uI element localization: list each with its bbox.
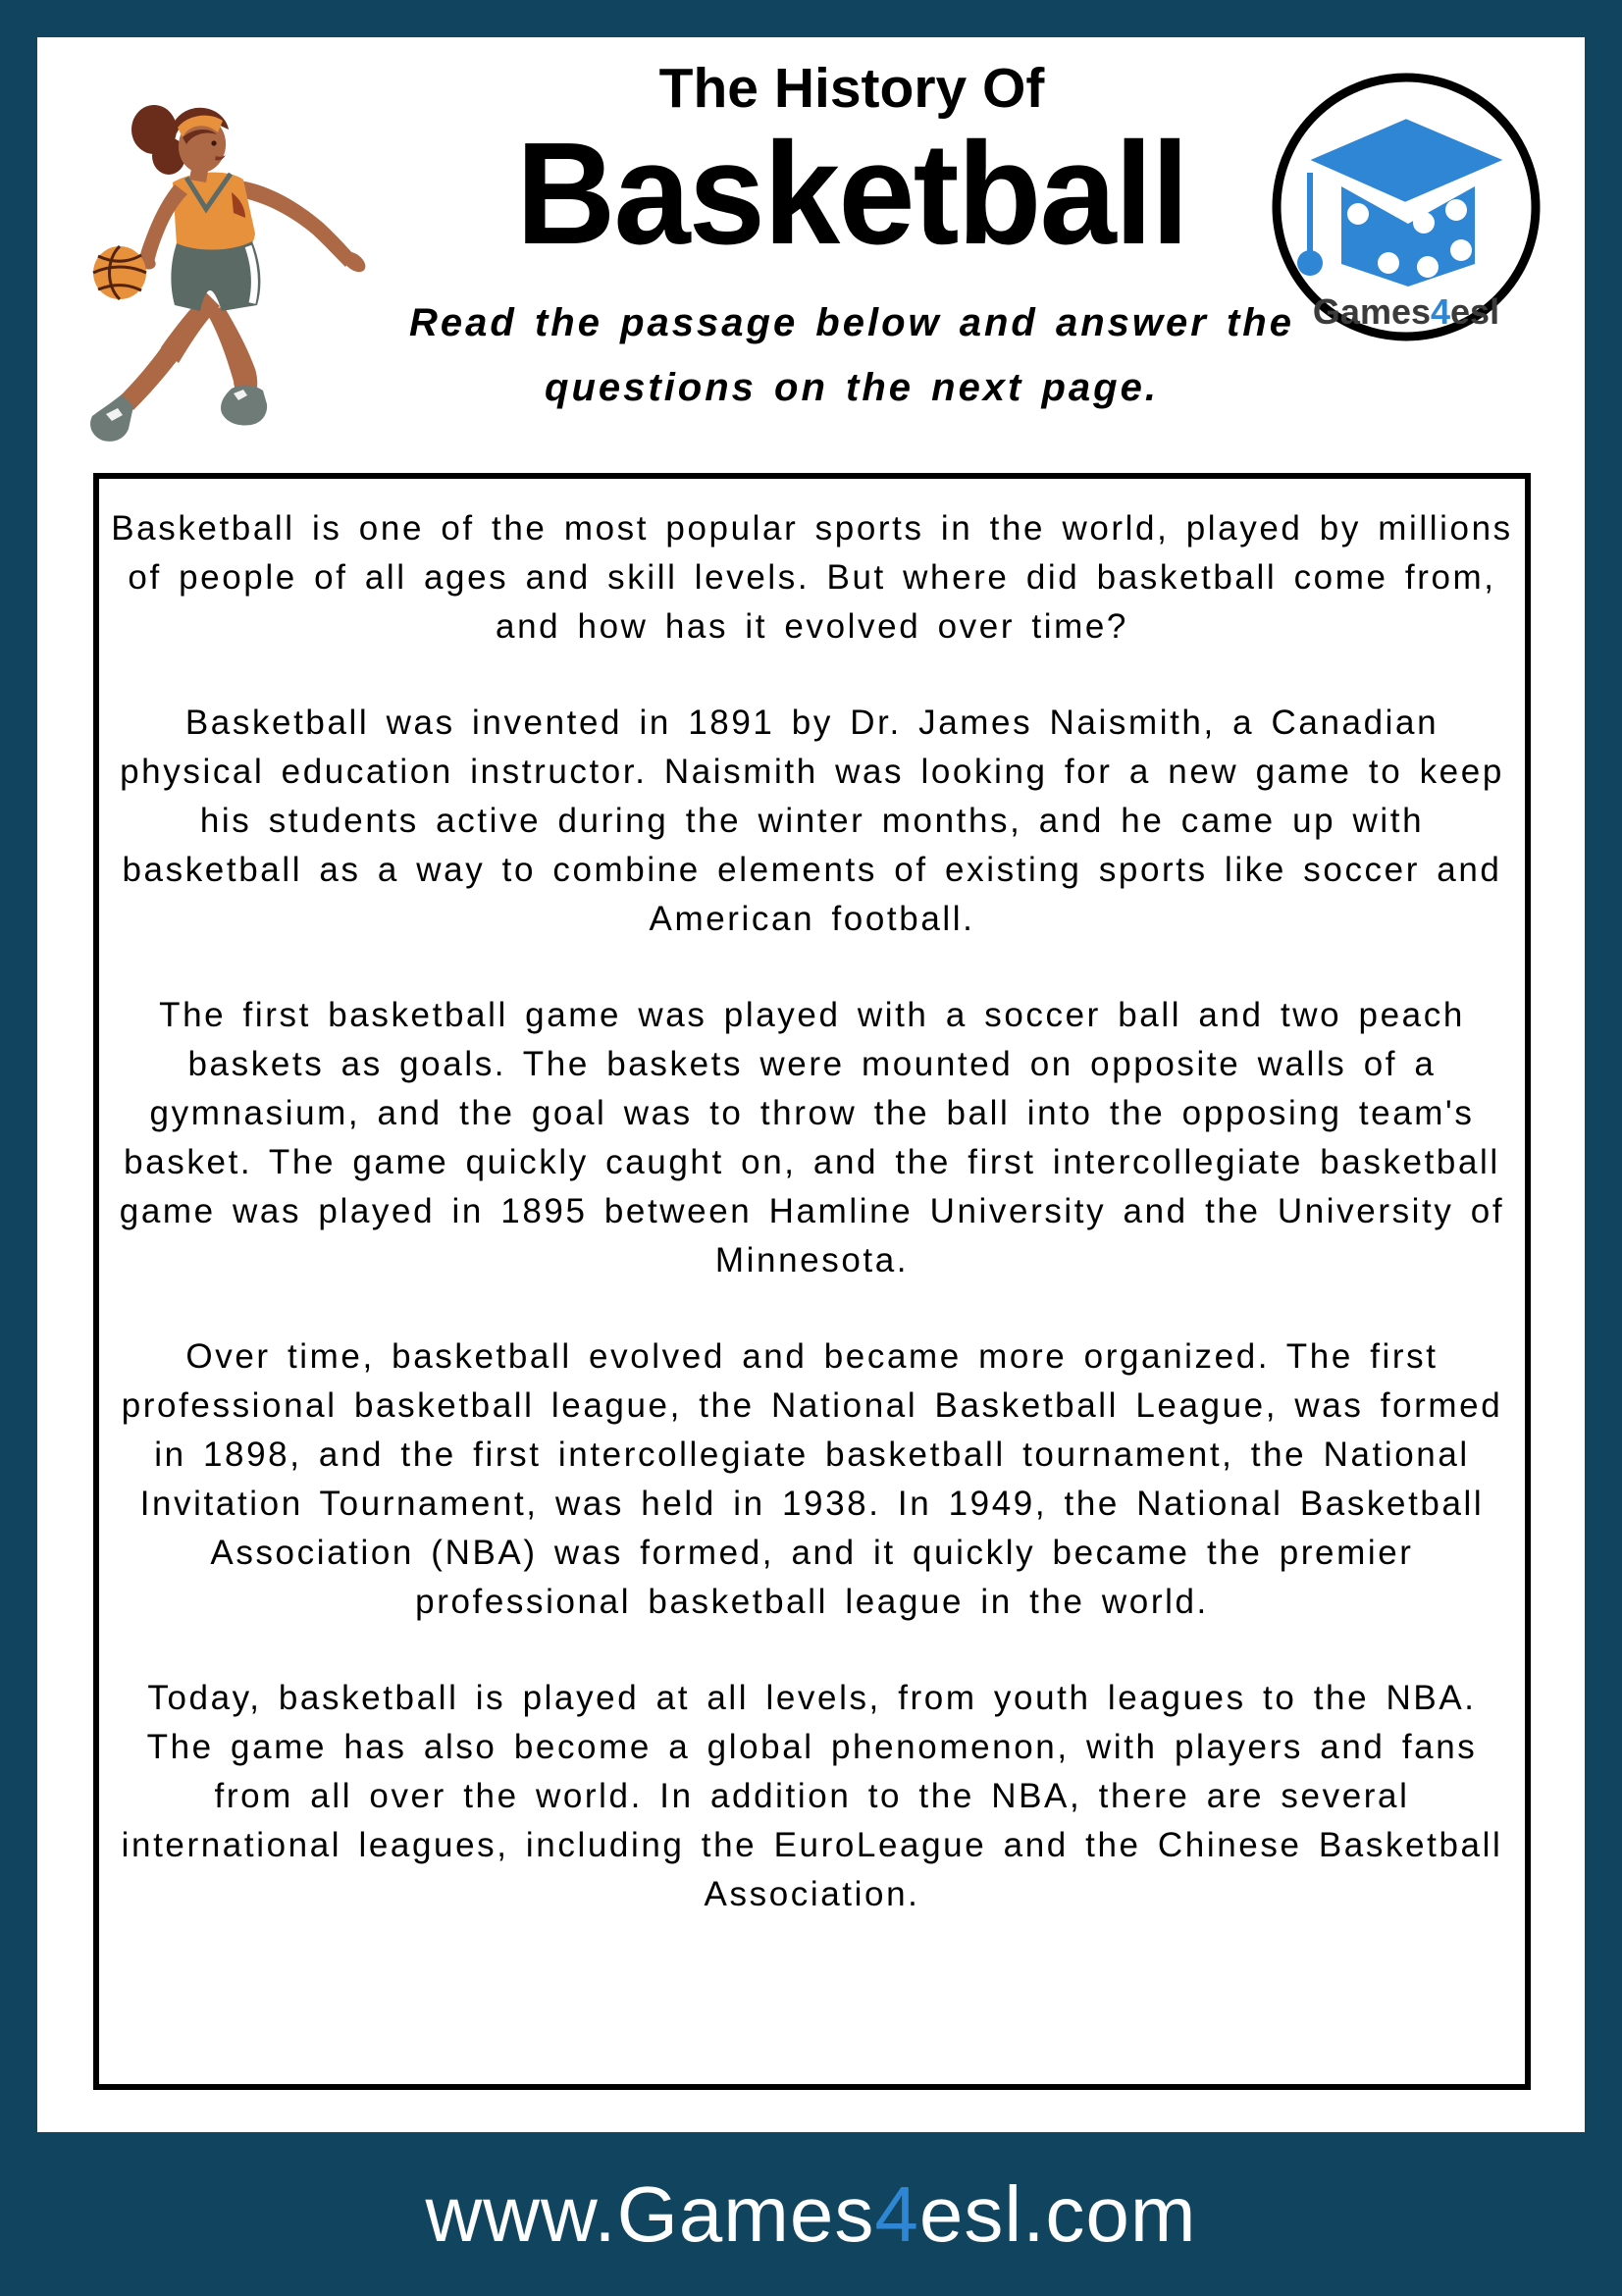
header — [361, 59, 1342, 420]
passage-paragraph: Today, basketball is played at all levels, from youth leagues to the NBA. The game has also become a global phenomenon, with players and fans from all over the world. In addition to the NBA, there are several international leagues, including the EuroLeague and the Chinese Basketball Association. — [121, 1679, 1503, 1913]
basketball-player-illustration — [59, 59, 392, 451]
footer — [0, 2132, 1622, 2296]
url-accent-digit: 4 — [874, 2169, 919, 2258]
logo-text: Games4esl — [1312, 291, 1500, 332]
page-title: Basketball — [515, 113, 1188, 275]
page-content-area — [37, 37, 1585, 2132]
reading-passage-box — [93, 473, 1531, 2090]
passage-paragraph: The first basketball game was played with a soccer ball and two peach baskets as goals. The baskets were mounted on opposite walls of a gymnasium, and the goal was to throw the ball into the opposing team's basket. The game quickly caught on, and the first intercollegiate basketball game was played in 1895 between Hamline University and the University of Minnesota. — [119, 996, 1505, 1279]
passage-paragraph: Basketball is one of the most popular sports in the world, played by millions of people of all ages and skill levels. But where did basketball come from, and how has it evolved over time? — [111, 509, 1513, 646]
games4esl-logo — [1269, 71, 1544, 345]
website-url: www.Games4esl.com — [425, 2169, 1197, 2258]
instructions-text: Read the passage below and answer the questions on the next page. — [409, 301, 1294, 409]
subtitle: The History Of — [658, 57, 1045, 120]
passage-paragraph: Basketball was invented in 1891 by Dr. James Naismith, a Canadian physical education instructor. Naismith was looking for a new game to keep his students active during the winter months, and he came up with basketball as a way to combine elements of existing sports like soccer and American football. — [120, 704, 1504, 938]
passage-paragraph: Over time, basketball evolved and became more organized. The first professional basketball league, the National Basketball League, was formed in 1898, and the first intercollegiate basketball tournament, the National Invitation Tournament, was held in 1938. In 1949, the National Basketball Association (NBA) was formed, and it quickly became the premier professional basketball league in the world. — [121, 1337, 1503, 1621]
